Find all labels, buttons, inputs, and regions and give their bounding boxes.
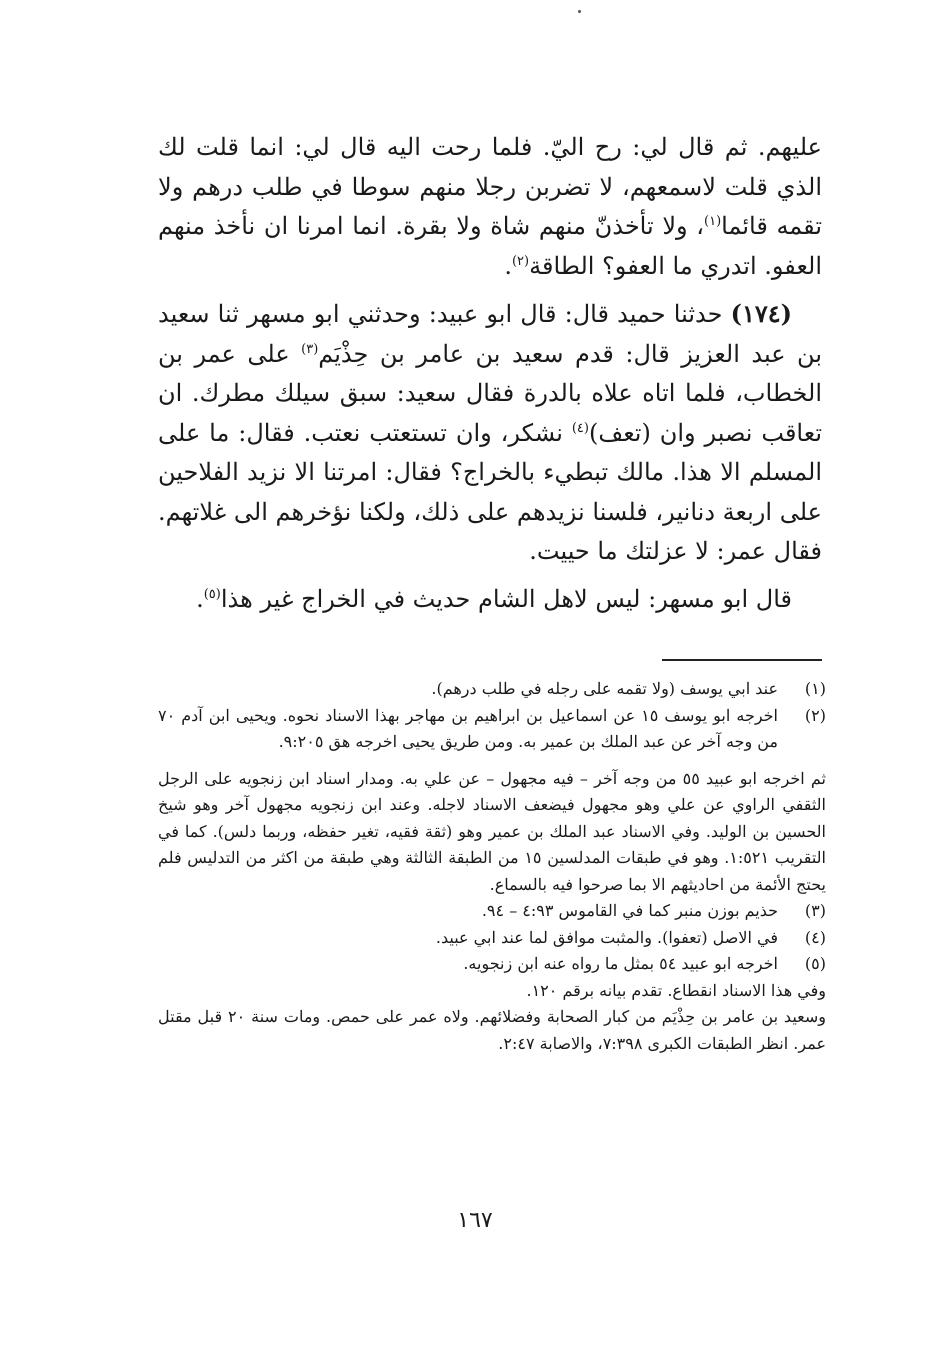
page-number: ١٦٧ (457, 1208, 493, 1233)
scan-speck (578, 10, 581, 13)
paragraph-1-text-c: . (504, 251, 512, 280)
footnote-1-number: (١) (804, 679, 826, 698)
paragraph-2-text-b: على عمر بن الخطاب، فلما اتاه علاه بالدرة فقال سعيد: سبق سيلك مطرك. ان تعاقب نصبر وان (تعف) (158, 339, 823, 447)
paragraph-3-text-b: . (196, 584, 204, 613)
paragraph-2-text-c: نشكر، وان تستعتب نعتب. فقال: ما على المسلم الا هذا. مالك تبطيء بالخراج؟ فقال: امرتنا الا نزيد الفلاحين على اربعة دنانير، فلسنا نزيدهم على ذلك، ولكنا نؤخرهم الى غلاتهم. فقال عمر: لا عزلتك ما حييت. (158, 418, 822, 565)
main-text (158, 128, 822, 619)
footnote-ref-3: (٣) (301, 341, 319, 357)
paragraph-2 (158, 294, 822, 572)
footnote-4 (158, 925, 826, 952)
footnote-5-continuation-1: وفي هذا الاسناد انقطاع. تقدم بيانه برقم ١٢٠. (526, 980, 826, 1000)
footnote-2-number: (٢) (804, 705, 826, 725)
footnote-1-text: عند ابي يوسف (ولا تقمه على رجله في طلب درهم). (431, 679, 778, 698)
footnotes (158, 676, 826, 1057)
footnote-5-number: (٥) (804, 954, 826, 973)
footnote-5-continuation-2: وسعيد بن عامر بن حِذْيَم من كبار الصحابة وفضلائهم. ولاه عمر على حمص. ومات سنة ٢٠ قبل مقتل عمر. انظر الطبقات الكبرى ٧:٣٩٨، والاصابة ٢:٤٧. (158, 1007, 827, 1053)
footnote-5-text: اخرجه ابو عبيد ٥٤ بمثل ما رواه عنه ابن زنجويه. (463, 954, 778, 973)
footnote-5 (158, 951, 826, 978)
footnote-ref-2: (٢) (511, 253, 530, 269)
footnote-3 (158, 898, 826, 925)
footnote-separator (662, 659, 822, 661)
paragraph-1-text-b: ، ولا تأخذنّ منهم شاة ولا بقرة. انما امرنا ان نأخذ منهم العفو. اتدري ما العفو؟ الطاقة (158, 212, 822, 280)
footnote-ref-5: (٥) (203, 586, 221, 602)
footnote-2 (158, 703, 826, 756)
paragraph-2-text-a: حدثنا حميد قال: قال ابو عبيد: وحدثني ابو مسهر ثنا سعيد بن عبد العزيز قال: قدم سعيد بن عامر بن حِذْيَم (158, 300, 822, 368)
footnote-4-number: (٤) (804, 927, 826, 947)
footnote-ref-1: (١) (704, 214, 722, 229)
footnote-2-text: اخرجه ابو يوسف ١٥ عن اسماعيل بن ابراهيم بن مهاجر بهذا الاسناد نحوه. ويحيى ابن آدم ٧٠ من وجه آخر عن عبد الملك بن عمير به. ومن طريق يحيى اخرجه هق ٩:٢٠٥. (158, 705, 778, 751)
footnote-3-number: (٣) (804, 901, 826, 920)
hadith-number: (١٧٤) (730, 299, 792, 328)
paragraph-1 (158, 128, 822, 286)
paragraph-3 (158, 580, 822, 620)
footnote-3-text: حذيم بوزن منبر كما في القاموس ٤:٩٣ – ٩٤. (481, 901, 778, 920)
paragraph-1-text-a: عليهم. ثم قال لي: رح اليّ. فلما رحت اليه قال لي: انما قلت لك الذي قلت لاسمعهم، لا تضربن رجلا منهم سوطا في طلب درهم ولا تقمه قائما (158, 133, 823, 240)
footnote-ref-4: (٤) (571, 420, 589, 436)
paragraph-3-text-a: قال ابو مسهر: ليس لاهل الشام حديث في الخراج غير هذا (220, 584, 792, 613)
footnote-4-text: في الاصل (تعفوا). والمثبت موافق لما عند ابي عبيد. (435, 927, 778, 947)
footnote-2-continuation: ثم اخرجه ابو عبيد ٥٥ من وجه آخر – فيه مجهول – عن علي به. ومدار اسناد ابن زنجويه على الرجل الثقفي الراوي عن علي وهو مجهول فيضعف الاسناد لاجله. وعند ابن زنجويه مجهول آخر وهو شيخ الحسين بن الوليد. وفي الاسناد عبد الملك بن عمير وهو (ثقة فقيه، تغير حفظه، وربما دلس). كما في التقريب ١:٥٢١. وهو في طبقات المدلسين ١٥ من الطبقة الثالثة وهي طبقة من اكثر من التدليس فلم يحتج الأئمة من احاديثهم الا بما صرحوا فيه بالسماع. (158, 768, 826, 894)
footnote-1 (158, 676, 826, 703)
